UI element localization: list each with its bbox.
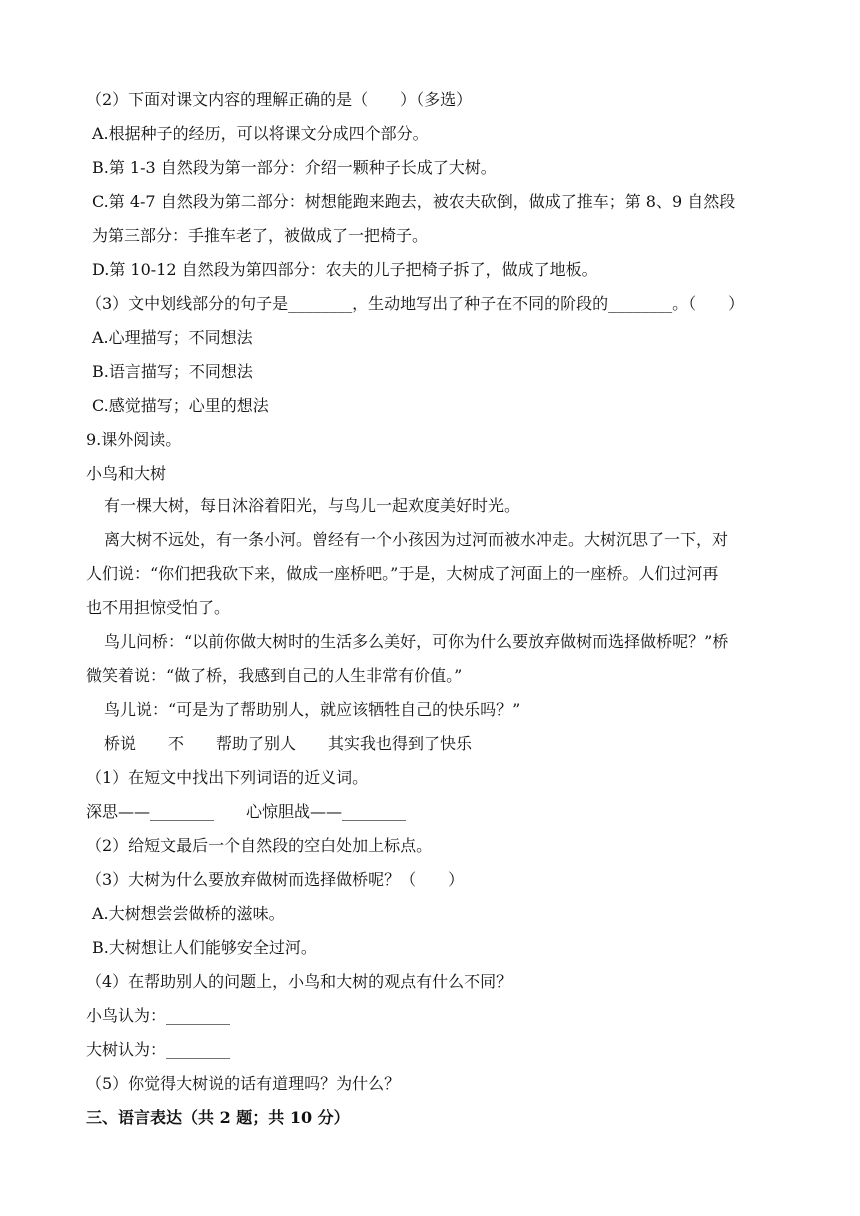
- q8-sub2-option-d: D.第 10-12 自然段为第四部分：农夫的儿子把椅子拆了，做成了地板。: [92, 260, 598, 279]
- section-3-heading: 三、语言表达（共 2 题；共 10 分）: [86, 1108, 350, 1127]
- q9-sub3-option-b: B.大树想让人们能够安全过河。: [92, 938, 317, 957]
- q8-sub2-stem: （2）下面对课文内容的理解正确的是（ ）（多选）: [86, 90, 473, 109]
- q9-sub4-tree-answer: 大树认为：________: [86, 1040, 231, 1059]
- q8-sub2-option-c-continued: 为第三部分：手推车老了，被做成了一把椅子。: [92, 226, 429, 245]
- passage-paragraph-2-line-3: 也不用担惊受怕了。: [86, 598, 231, 617]
- q9-sub5-stem: （5）你觉得大树说的话有道理吗？为什么？: [86, 1074, 401, 1093]
- q8-sub3-stem: （3）文中划线部分的句子是________，生动地写出了种子在不同的阶段的________。（ ）: [86, 294, 745, 313]
- passage-paragraph-1: 有一棵大树，每日沐浴着阳光，与鸟儿一起欢度美好时光。: [104, 496, 521, 515]
- q9-sub2-stem: （2）给短文最后一个自然段的空白处加上标点。: [86, 836, 433, 855]
- q8-sub2-option-b: B.第 1-3 自然段为第一部分：介绍一颗种子长成了大树。: [92, 158, 497, 177]
- passage-paragraph-5: 桥说 不 帮助了别人 其实我也得到了快乐: [104, 734, 473, 753]
- q9-sub4-stem: （4）在帮助别人的问题上，小鸟和大树的观点有什么不同？: [86, 972, 513, 991]
- q9-heading: 9.课外阅读。: [86, 430, 182, 449]
- q9-sub3-option-a: A.大树想尝尝做桥的滋味。: [92, 904, 285, 923]
- q8-sub2-option-c: C.第 4-7 自然段为第二部分：树想能跑来跑去，被农夫砍倒，做成了推车；第 8、9 自然段: [92, 192, 736, 211]
- q8-sub3-option-a: A.心理描写；不同想法: [92, 328, 253, 347]
- q9-sub1-stem: （1）在短文中找出下列词语的近义词。: [86, 768, 369, 787]
- passage-paragraph-3-line-1: 鸟儿问桥：“以前你做大树时的生活多么美好，可你为什么要放弃做树而选择做桥呢？”桥: [104, 632, 729, 651]
- q9-sub4-bird-answer: 小鸟认为：________: [86, 1006, 231, 1025]
- q9-sub3-stem: （3）大树为什么要放弃做树而选择做桥呢？（ ）: [86, 870, 465, 889]
- q8-sub3-option-c: C.感觉描写；心里的想法: [92, 396, 269, 415]
- passage-title: 小鸟和大树: [86, 464, 167, 483]
- passage-paragraph-2-line-2: 人们说：“你们把我砍下来，做成一座桥吧。”于是，大树成了河面上的一座桥。人们过河再: [86, 564, 719, 583]
- q8-sub3-option-b: B.语言描写；不同想法: [92, 362, 253, 381]
- q9-sub1-blanks: 深思——________ 心惊胆战——________: [86, 802, 407, 821]
- passage-paragraph-2-line-1: 离大树不远处，有一条小河。曾经有一个小孩因为过河而被水冲走。大树沉思了一下，对: [104, 530, 729, 549]
- q8-sub2-option-a: A.根据种子的经历，可以将课文分成四个部分。: [92, 124, 429, 143]
- passage-paragraph-3-line-2: 微笑着说：“做了桥，我感到自己的人生非常有价值。”: [86, 666, 463, 685]
- passage-paragraph-4: 鸟儿说：“可是为了帮助别人，就应该牺牲自己的快乐吗？”: [104, 700, 521, 719]
